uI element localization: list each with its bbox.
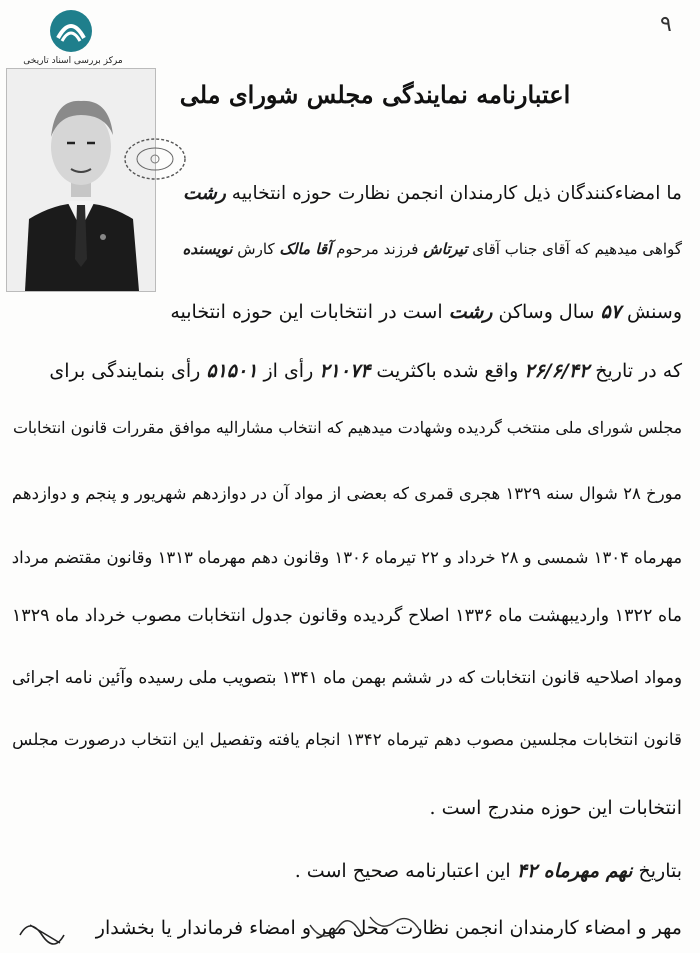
printed-text: وسنش <box>620 301 682 323</box>
printed-text: مهر و امضاء کارمندان انجمن نظارت محل مهر و امضاء فرماندار یا بخشدار <box>95 917 682 939</box>
printed-text: سال وساکن <box>492 301 601 323</box>
handwritten-entry: ۵۷ <box>600 301 621 323</box>
printed-text: انتخابات این حوزه مندرج است . <box>429 797 682 819</box>
body-line <box>12 548 682 568</box>
printed-text: بتاریخ <box>632 860 682 882</box>
signatures <box>10 905 690 953</box>
printed-text: ومواد اصلاحیه قانون انتخابات که در ششم بهمن ماه ۱۳۴۱ بتصویب ملی رسیده وآئین نامه اجرائی <box>11 667 682 687</box>
archive-name: مرکز بررسی اسناد تاریخی <box>23 56 123 66</box>
body-line <box>183 240 682 258</box>
body-line <box>170 301 682 324</box>
printed-text: مهرماه ۱۳۰۴ شمسی و ۲۸ خرداد و ۲۲ تیرماه ۱۳۰۶ وقانون دهم مهرماه ۱۳۱۳ وقانون مقتضم مرداد <box>11 548 682 567</box>
printed-text: کارش <box>232 240 280 258</box>
printed-text: مورخ ۲۸ شوال سنه ۱۳۲۹ هجری قمری که بعضی از مواد آن در دوازدهم شهریور و پنجم و دوازدهم <box>11 484 682 503</box>
handwritten-entry: تیرتاش <box>423 240 468 258</box>
body-line <box>430 797 682 820</box>
page-number: ۹ <box>660 12 672 37</box>
body-line <box>12 606 682 627</box>
printed-text: این اعتبارنامه صحیح است . <box>294 860 517 882</box>
printed-text: قانون انتخابات مجلسین مصوب دهم تیرماه ۱۳۴۲ انجام یافته وتفصیل این انتخاب درصورت مجلس <box>12 730 682 749</box>
body-line <box>295 860 682 883</box>
body-line <box>12 730 682 750</box>
handwritten-entry: ۲۶/۶/۴۲ <box>524 360 590 382</box>
printed-text: مجلس شورای ملی منتخب گردیده وشهادت میدهیم که انتخاب مشارالیه موافق مقررات قانون انتخابات <box>12 418 682 437</box>
printed-text: ما امضاءکنندگان ذیل کارمندان انجمن نظارت حوزه انتخابیه <box>225 183 682 204</box>
handwritten-entry: ۵۱۵۰۱ <box>206 360 258 382</box>
handwritten-entry: نویسنده <box>182 240 233 258</box>
body-line <box>183 183 682 205</box>
handwritten-entry: نهم مهرماه ۴۲ <box>516 860 633 882</box>
printed-text: فرزند مرحوم <box>331 240 424 258</box>
handwritten-entry: ۲۱۰۷۴ <box>319 360 371 382</box>
printed-text: رأی بنمایندگی برای <box>49 360 207 382</box>
printed-text: که در تاریخ <box>589 360 682 382</box>
printed-text: ماه ۱۳۲۲ واردیبهشت ماه ۱۳۳۶ اصلاح گردیده وقانون جدول انتخابات مصوب خرداد ماه ۱۳۲۹ <box>11 606 682 626</box>
printed-text: رأی از <box>257 360 320 382</box>
printed-text: گواهی میدهیم که آقای جناب آقای <box>467 240 682 258</box>
archive-logo <box>8 8 138 70</box>
body-line <box>12 484 682 504</box>
handwritten-entry: رشت <box>448 301 493 323</box>
body-line <box>12 667 682 687</box>
body-line <box>49 360 682 383</box>
archive-emblem-icon <box>48 8 94 54</box>
handwritten-entry: رشت <box>182 183 226 204</box>
document-title: اعتبارنامه نمایندگی مجلس شورای ملی <box>179 80 571 109</box>
printed-text: واقع شده باکثریت <box>370 360 525 382</box>
body-line <box>13 419 682 438</box>
seal-stamp <box>120 132 190 186</box>
printed-text: است در انتخابات این حوزه انتخابیه <box>170 301 449 323</box>
handwritten-entry: آقا مالک <box>279 240 332 258</box>
